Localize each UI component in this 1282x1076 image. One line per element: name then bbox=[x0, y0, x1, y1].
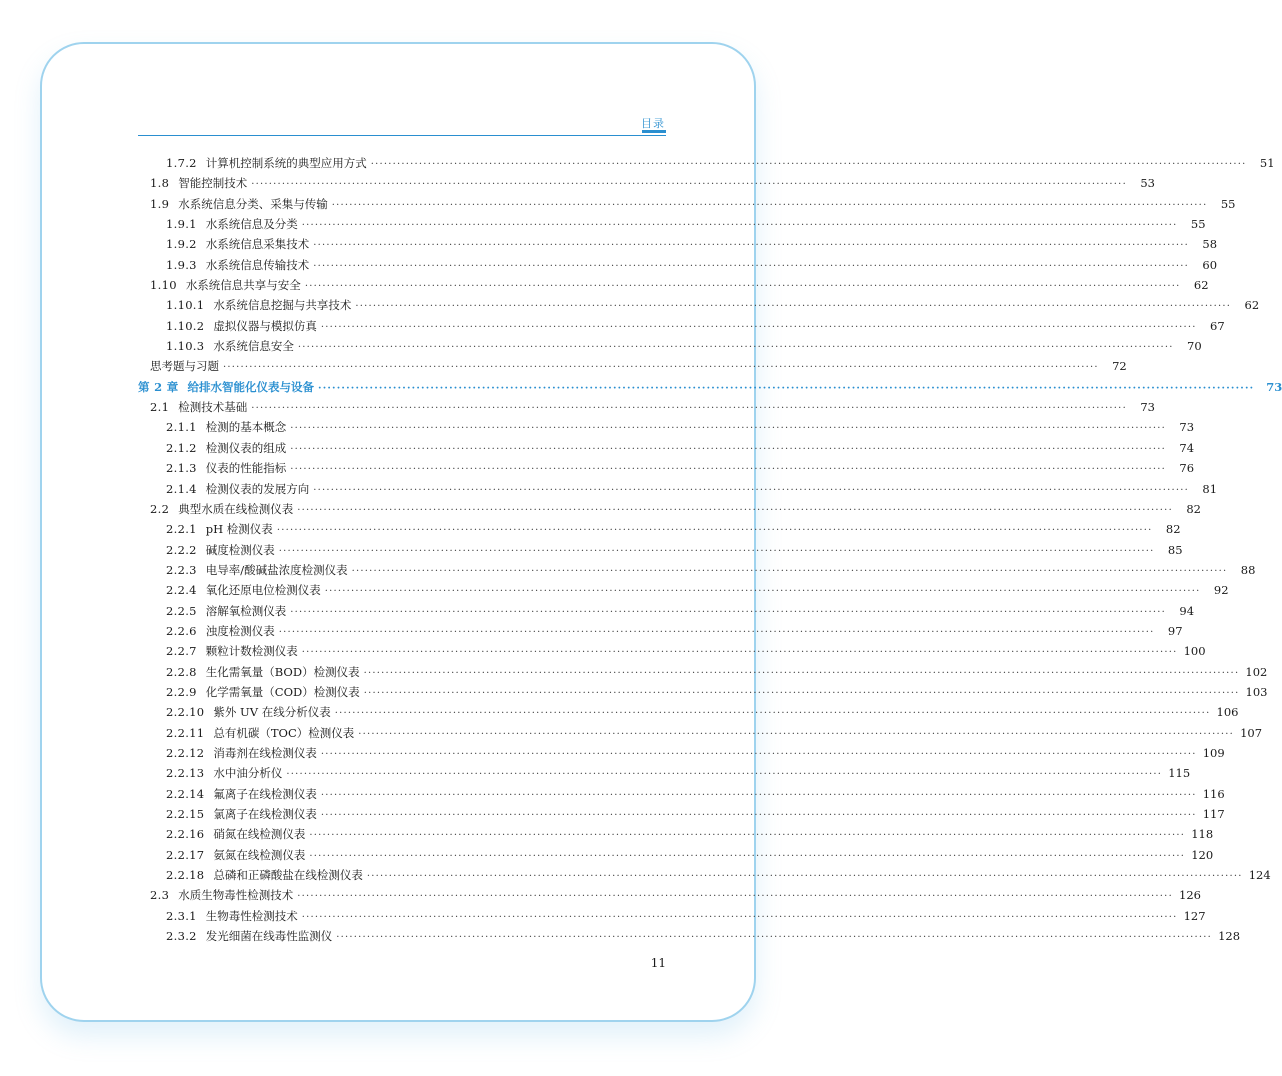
header-rule bbox=[138, 135, 666, 136]
toc-entry-title: 氯离子在线检测仪表 bbox=[213, 807, 317, 821]
toc-entry-page: 73 bbox=[1179, 420, 1195, 435]
toc-entry[interactable] bbox=[138, 623, 1183, 643]
toc-entry-title: 总磷和正磷酸盐在线检测仪表 bbox=[213, 868, 363, 883]
toc-entry[interactable] bbox=[138, 704, 1239, 724]
toc-entry-number: 第 2 章 bbox=[138, 379, 179, 394]
toc-entry[interactable] bbox=[138, 501, 1201, 521]
toc-entry[interactable] bbox=[138, 725, 1263, 745]
toc-entry[interactable] bbox=[138, 928, 1241, 948]
toc-leader-dots: ········································································································································································································ bbox=[331, 199, 1208, 211]
toc-entry-page: 62 bbox=[1244, 298, 1260, 313]
toc-entry[interactable] bbox=[138, 277, 1209, 297]
toc-entry-page: 92 bbox=[1213, 583, 1229, 598]
toc-leader-dots: ········································································································································································································ bbox=[290, 606, 1167, 618]
toc-entry-page: 70 bbox=[1187, 339, 1202, 354]
toc-leader-dots: ········································································································································································································ bbox=[334, 708, 1211, 720]
toc-entry-page: 81 bbox=[1202, 481, 1218, 496]
toc-entry-title: 仪表的性能指标 bbox=[205, 461, 287, 476]
toc-leader-dots: ········································································································································································································ bbox=[320, 321, 1197, 333]
toc-entry-number: 1.10.1 bbox=[166, 298, 205, 313]
toc-entry-title: 总有机碳（TOC）检测仪表 bbox=[213, 725, 355, 740]
toc-leader-dots: ········································································································································································································ bbox=[251, 403, 1127, 415]
toc-entry-page: 53 bbox=[1140, 176, 1155, 191]
toc-entry[interactable] bbox=[138, 155, 1275, 175]
page-number: 11 bbox=[650, 956, 666, 970]
toc-entry-title: 氧化还原电位检测仪表 bbox=[205, 583, 321, 598]
toc-entry[interactable] bbox=[138, 664, 1268, 684]
toc-leader-dots: ········································································································································································································ bbox=[366, 871, 1243, 883]
toc-entry[interactable] bbox=[138, 684, 1268, 704]
toc-entry-page: 85 bbox=[1167, 542, 1183, 557]
toc-leader-dots: ········································································································································································································ bbox=[351, 565, 1228, 577]
toc-entry-title: 氟离子在线检测仪表 bbox=[213, 786, 317, 801]
toc-entry-title: pH 检测仪表 bbox=[205, 522, 273, 537]
toc-entry[interactable] bbox=[138, 908, 1206, 928]
toc-entry-number: 1.9.3 bbox=[166, 257, 197, 272]
toc-entry-title: 给排水智能化仪表与设备 bbox=[187, 379, 315, 394]
toc-entry-number: 1.7.2 bbox=[166, 156, 197, 170]
toc-leader-dots: ········································································································································································································ bbox=[313, 484, 1190, 496]
toc-entry-page: 115 bbox=[1168, 766, 1191, 781]
toc-leader-dots: ········································································································································································································ bbox=[370, 159, 1247, 170]
toc-entry-page: 128 bbox=[1218, 929, 1241, 944]
toc-entry-page: 116 bbox=[1202, 786, 1225, 801]
toc-entry-title: 检测仪表的组成 bbox=[205, 440, 287, 455]
toc-entry-number: 2.2.7 bbox=[166, 644, 197, 659]
toc-entry-page: 58 bbox=[1202, 237, 1218, 252]
toc-entry-number: 2.2.15 bbox=[166, 807, 205, 821]
toc-entry-title: 虚拟仪器与模拟仿真 bbox=[213, 318, 317, 333]
toc-leader-dots: ········································································································································································································ bbox=[304, 281, 1181, 293]
toc-entry-number: 2.3.1 bbox=[166, 908, 197, 923]
toc-entry-page: 51 bbox=[1259, 156, 1275, 170]
toc-entry-page: 94 bbox=[1179, 603, 1195, 618]
toc-entry-page: 67 bbox=[1210, 318, 1225, 333]
toc-entry-title: 智能控制技术 bbox=[178, 176, 248, 191]
toc-entry-page: 103 bbox=[1245, 684, 1268, 699]
toc-leader-dots: ········································································································································································································ bbox=[290, 443, 1167, 455]
toc-entry-number: 2.1 bbox=[150, 400, 170, 415]
toc-entry-number: 2.2.6 bbox=[166, 623, 197, 638]
toc-entry[interactable] bbox=[138, 887, 1201, 907]
toc-entry-number: 2.2.2 bbox=[166, 542, 197, 557]
toc-leader-dots: ········································································································································································································ bbox=[278, 545, 1155, 557]
toc-entry-page: 109 bbox=[1202, 745, 1225, 760]
toc-entry[interactable] bbox=[138, 175, 1155, 195]
toc-entry-page: 97 bbox=[1167, 623, 1183, 638]
toc-entry[interactable] bbox=[138, 806, 1225, 826]
toc-leader-dots: ········································································································································································································ bbox=[358, 728, 1235, 740]
toc-entry[interactable] bbox=[138, 481, 1218, 501]
toc-entry-page: 100 bbox=[1183, 644, 1206, 659]
toc-entry-page: 118 bbox=[1191, 827, 1214, 842]
toc-leader-dots: ········································································································································································································ bbox=[301, 911, 1178, 923]
toc-entry-number: 2.2.12 bbox=[166, 745, 205, 760]
toc-leader-dots: ········································································································································································································ bbox=[363, 687, 1240, 699]
toc-entry-title: 水系统信息及分类 bbox=[205, 217, 298, 232]
toc-entry-number: 2.2.13 bbox=[166, 766, 205, 781]
toc-entry[interactable] bbox=[138, 542, 1183, 562]
toc-entry-title: 颗粒计数检测仪表 bbox=[205, 644, 298, 659]
toc-entry-number: 2.2.4 bbox=[166, 583, 197, 598]
toc-entry-page: 73 bbox=[1266, 379, 1282, 394]
toc-entry-title: 水系统信息分类、采集与传输 bbox=[178, 196, 328, 211]
toc-leader-dots: ········································································································································································································ bbox=[297, 891, 1173, 903]
toc-leader-dots: ········································································································································································································ bbox=[309, 850, 1186, 862]
toc-entry-number: 2.2.17 bbox=[166, 847, 205, 862]
toc-entry-number: 1.8 bbox=[150, 176, 170, 191]
toc-entry-title: 消毒剂在线检测仪表 bbox=[213, 745, 317, 760]
toc-entry[interactable] bbox=[138, 338, 1202, 358]
toc-entry-title: 硝氮在线检测仪表 bbox=[213, 827, 306, 842]
toc-leader-dots: ········································································································································································································ bbox=[223, 362, 1099, 374]
toc-entry-number: 2.1.3 bbox=[166, 461, 197, 476]
toc-entry-title: 检测仪表的发展方向 bbox=[205, 481, 310, 496]
toc-entry-number: 2.1.2 bbox=[166, 440, 197, 455]
toc-entry-number: 2.2.1 bbox=[166, 522, 197, 537]
toc-entry-number: 1.10 bbox=[150, 278, 177, 293]
toc-entry-title: 水系统信息挖掘与共享技术 bbox=[213, 298, 352, 313]
toc-entry-page: 82 bbox=[1186, 501, 1201, 516]
toc-leader-dots: ········································································································································································································ bbox=[301, 647, 1178, 659]
toc-entry[interactable] bbox=[138, 236, 1218, 256]
toc-chapter-entry[interactable] bbox=[138, 379, 1282, 399]
toc-entry-page: 107 bbox=[1240, 725, 1263, 740]
toc-entry-page: 76 bbox=[1179, 461, 1195, 476]
toc-entry[interactable] bbox=[138, 419, 1195, 439]
toc-entry-title: 检测技术基础 bbox=[178, 400, 248, 415]
toc-leader-dots: ········································································································································································································ bbox=[324, 586, 1201, 598]
toc-entry-title: 氨氮在线检测仪表 bbox=[213, 847, 306, 862]
toc-entry-title: 溶解氧检测仪表 bbox=[205, 603, 287, 618]
toc-entry[interactable] bbox=[138, 399, 1155, 419]
toc-entry-title: 生化需氧量（BOD）检测仪表 bbox=[205, 664, 360, 679]
section-label-underline bbox=[642, 130, 666, 133]
toc-entry[interactable] bbox=[138, 257, 1218, 277]
toc-entry-number: 2.2.10 bbox=[166, 705, 205, 720]
toc-entry-title: 典型水质在线检测仪表 bbox=[178, 501, 294, 516]
toc-entry-title: 生物毒性检测技术 bbox=[205, 908, 298, 923]
toc-entry[interactable] bbox=[138, 847, 1214, 867]
toc-entry[interactable] bbox=[138, 826, 1214, 846]
toc-leader-dots: ········································································································································································································ bbox=[313, 260, 1190, 272]
toc-leader-dots: ········································································································································································································ bbox=[313, 240, 1190, 252]
toc-entry-number: 2.2.9 bbox=[166, 684, 197, 699]
toc-leader-dots: ········································································································································································································ bbox=[355, 301, 1232, 313]
toc-entry-number: 2.2.5 bbox=[166, 603, 197, 618]
toc-leader-dots: ········································································································································································································ bbox=[251, 179, 1127, 191]
toc-entry-number: 2.3 bbox=[150, 888, 170, 903]
toc-entry-number: 2.2.18 bbox=[166, 868, 205, 883]
toc-entry-page: 62 bbox=[1193, 278, 1209, 293]
toc-leader-dots: ········································································································································································································ bbox=[318, 382, 1255, 394]
toc-entry-title: 电导率/酸碱盐浓度检测仪表 bbox=[205, 562, 348, 577]
toc-entry-page: 120 bbox=[1191, 847, 1214, 862]
toc-entry-title: 水系统信息共享与安全 bbox=[185, 278, 301, 293]
toc-entry-title: 水系统信息安全 bbox=[213, 339, 294, 354]
toc-entry-number: 2.2 bbox=[150, 501, 170, 516]
toc-entry-title: 水质生物毒性检测技术 bbox=[178, 888, 294, 903]
toc-entry[interactable] bbox=[138, 440, 1195, 460]
toc-entry[interactable] bbox=[138, 460, 1195, 480]
toc-entry-title: 碱度检测仪表 bbox=[205, 542, 275, 557]
toc-entry[interactable] bbox=[138, 521, 1181, 541]
toc-entry-title: 化学需氧量（COD）检测仪表 bbox=[205, 684, 360, 699]
toc-entry-page: 124 bbox=[1248, 868, 1271, 883]
toc-leader-dots: ········································································································································································································ bbox=[297, 342, 1174, 354]
toc-entry-title: 水中油分析仪 bbox=[213, 766, 283, 781]
toc-entry-number: 2.3.2 bbox=[166, 929, 197, 944]
toc-leader-dots: ········································································································································································································ bbox=[286, 769, 1163, 781]
toc-entry-number: 2.2.8 bbox=[166, 664, 197, 679]
toc-entry[interactable] bbox=[138, 318, 1225, 338]
toc-leader-dots: ········································································································································································································ bbox=[297, 504, 1173, 516]
toc-entry-page: 106 bbox=[1216, 705, 1239, 720]
toc-entry[interactable] bbox=[138, 216, 1206, 236]
toc-entry-title: 紫外 UV 在线分析仪表 bbox=[213, 705, 331, 720]
toc-entry[interactable] bbox=[138, 562, 1256, 582]
toc-entry-page: 72 bbox=[1112, 359, 1127, 374]
toc-entry-number: 1.9.2 bbox=[166, 237, 197, 252]
toc-entry[interactable] bbox=[138, 745, 1225, 765]
toc-entry-title: 计算机控制系统的典型应用方式 bbox=[205, 156, 367, 170]
table-of-contents bbox=[138, 155, 1282, 948]
toc-leader-dots: ········································································································································································································ bbox=[320, 810, 1197, 821]
toc-leader-dots: ········································································································································································································ bbox=[320, 748, 1197, 760]
toc-entry-number: 1.10.3 bbox=[166, 339, 205, 354]
toc-entry-page: 60 bbox=[1202, 257, 1218, 272]
toc-entry-page: 102 bbox=[1245, 664, 1268, 679]
section-label: 目录 bbox=[641, 117, 665, 130]
toc-entry-title: 水系统信息采集技术 bbox=[205, 237, 310, 252]
toc-entry[interactable] bbox=[138, 765, 1191, 785]
toc-entry[interactable] bbox=[138, 867, 1271, 887]
toc-entry-number: 1.9 bbox=[150, 196, 170, 211]
toc-entry[interactable] bbox=[138, 786, 1225, 806]
toc-entry[interactable] bbox=[138, 603, 1195, 623]
toc-entry-title: 检测的基本概念 bbox=[205, 420, 287, 435]
toc-leader-dots: ········································································································································································································ bbox=[290, 464, 1167, 476]
toc-leader-dots: ········································································································································································································ bbox=[276, 525, 1153, 537]
toc-entry-page: 88 bbox=[1240, 562, 1256, 577]
toc-entry-number: 2.2.3 bbox=[166, 562, 197, 577]
toc-entry-number: 1.9.1 bbox=[166, 217, 197, 232]
toc-leader-dots: ········································································································································································································ bbox=[290, 423, 1167, 435]
toc-entry[interactable] bbox=[138, 297, 1260, 317]
toc-leader-dots: ········································································································································································································ bbox=[301, 220, 1178, 232]
toc-entry-title: 思考题与习题 bbox=[150, 359, 219, 374]
toc-leader-dots: ········································································································································································································ bbox=[363, 667, 1240, 679]
toc-entry[interactable] bbox=[138, 582, 1229, 602]
toc-entry-page: 82 bbox=[1165, 522, 1181, 537]
toc-entry-page: 127 bbox=[1183, 908, 1206, 923]
toc-entry-title: 浊度检测仪表 bbox=[205, 623, 275, 638]
toc-entry[interactable] bbox=[138, 196, 1236, 216]
toc-entry-title: 水系统信息传输技术 bbox=[205, 257, 310, 272]
toc-entry-page: 74 bbox=[1179, 440, 1195, 455]
toc-entry[interactable] bbox=[138, 358, 1127, 378]
toc-leader-dots: ········································································································································································································ bbox=[309, 830, 1186, 842]
toc-entry-page: 126 bbox=[1179, 888, 1201, 903]
toc-entry-number: 2.2.14 bbox=[166, 786, 205, 801]
toc-entry[interactable] bbox=[138, 643, 1206, 663]
toc-entry-page: 117 bbox=[1202, 807, 1225, 821]
toc-leader-dots: ········································································································································································································ bbox=[336, 932, 1213, 944]
toc-entry-number: 2.1.4 bbox=[166, 481, 197, 496]
toc-leader-dots: ········································································································································································································ bbox=[278, 626, 1155, 638]
toc-entry-number: 2.2.16 bbox=[166, 827, 205, 842]
toc-entry-number: 1.10.2 bbox=[166, 318, 205, 333]
toc-entry-page: 73 bbox=[1140, 400, 1155, 415]
toc-entry-page: 55 bbox=[1190, 217, 1206, 232]
toc-entry-title: 发光细菌在线毒性监测仪 bbox=[205, 929, 333, 944]
toc-leader-dots: ········································································································································································································ bbox=[320, 789, 1197, 801]
toc-entry-page: 55 bbox=[1220, 196, 1236, 211]
toc-entry-number: 2.1.1 bbox=[166, 420, 197, 435]
toc-entry-number: 2.2.11 bbox=[166, 725, 205, 740]
